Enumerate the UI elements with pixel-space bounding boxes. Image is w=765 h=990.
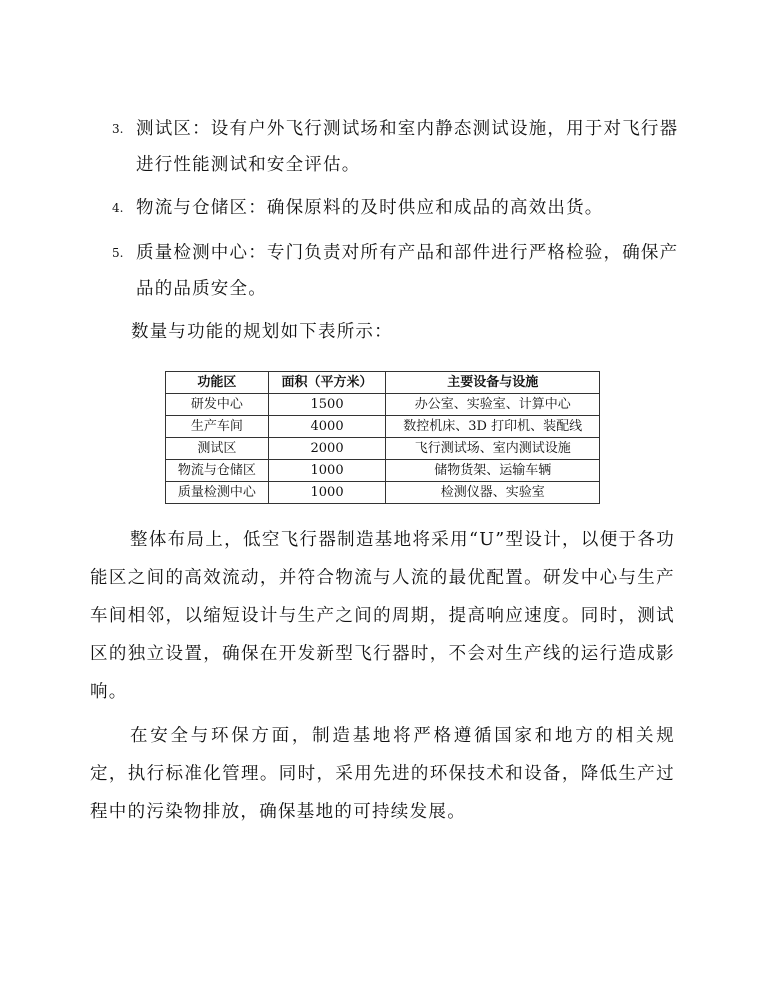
cell-equipment: 飞行测试场、室内测试设施 (386, 438, 600, 460)
list-item (112, 190, 682, 226)
header-zone: 功能区 (166, 372, 269, 394)
cell-equipment: 储物货架、运输车辆 (386, 460, 600, 482)
body-paragraph: 在安全与环保方面，制造基地将严格遵循国家和地方的相关规定，执行标准化管理。同时，采用先进的环保技术和设备，降低生产过程中的污染物排放，确保基地的可持续发展。 (90, 726, 675, 822)
header-equipment: 主要设备与设施 (386, 372, 600, 394)
list-number: 5. (112, 246, 124, 260)
cell-zone: 质量检测中心 (166, 482, 269, 504)
list-text: 测试区：设有户外飞行测试场和室内静态测试设施，用于对飞行器进行性能测试和安全评估。 (136, 119, 679, 175)
table-intro: 数量与功能的规划如下表所示： (131, 322, 393, 342)
cell-equipment: 数控机床、3D 打印机、装配线 (386, 416, 600, 438)
list-text: 质量检测中心：专门负责对所有产品和部件进行严格检验，确保产品的品质安全。 (136, 243, 679, 299)
facility-table (165, 371, 600, 504)
cell-area: 1000 (268, 460, 386, 482)
cell-area: 4000 (268, 416, 386, 438)
body-paragraph: 整体布局上，低空飞行器制造基地将采用“U”型设计，以便于各功能区之间的高效流动，并符合物流与人流的最优配置。研发中心与生产车间相邻，以缩短设计与生产之间的周期，提高响应速度。同时，测试区的独立设置，确保在开发新型飞行器时，不会对生产线的运行造成影响。 (90, 530, 675, 702)
cell-zone: 测试区 (166, 438, 269, 460)
list-number: 3. (112, 122, 124, 136)
table-header-row (166, 372, 600, 394)
cell-zone: 物流与仓储区 (166, 460, 269, 482)
cell-area: 1000 (268, 482, 386, 504)
list-text: 物流与仓储区：确保原料的及时供应和成品的高效出货。 (136, 198, 604, 218)
table-row (166, 482, 600, 504)
header-area: 面积（平方米） (268, 372, 386, 394)
cell-zone: 研发中心 (166, 394, 269, 416)
list-number: 4. (112, 201, 124, 215)
cell-equipment: 检测仪器、实验室 (386, 482, 600, 504)
list-item (112, 111, 682, 183)
cell-zone: 生产车间 (166, 416, 269, 438)
table-row (166, 416, 600, 438)
table-row (166, 438, 600, 460)
list-item (112, 235, 682, 307)
cell-area: 2000 (268, 438, 386, 460)
table-row (166, 394, 600, 416)
cell-area: 1500 (268, 394, 386, 416)
table-row (166, 460, 600, 482)
cell-equipment: 办公室、实验室、计算中心 (386, 394, 600, 416)
